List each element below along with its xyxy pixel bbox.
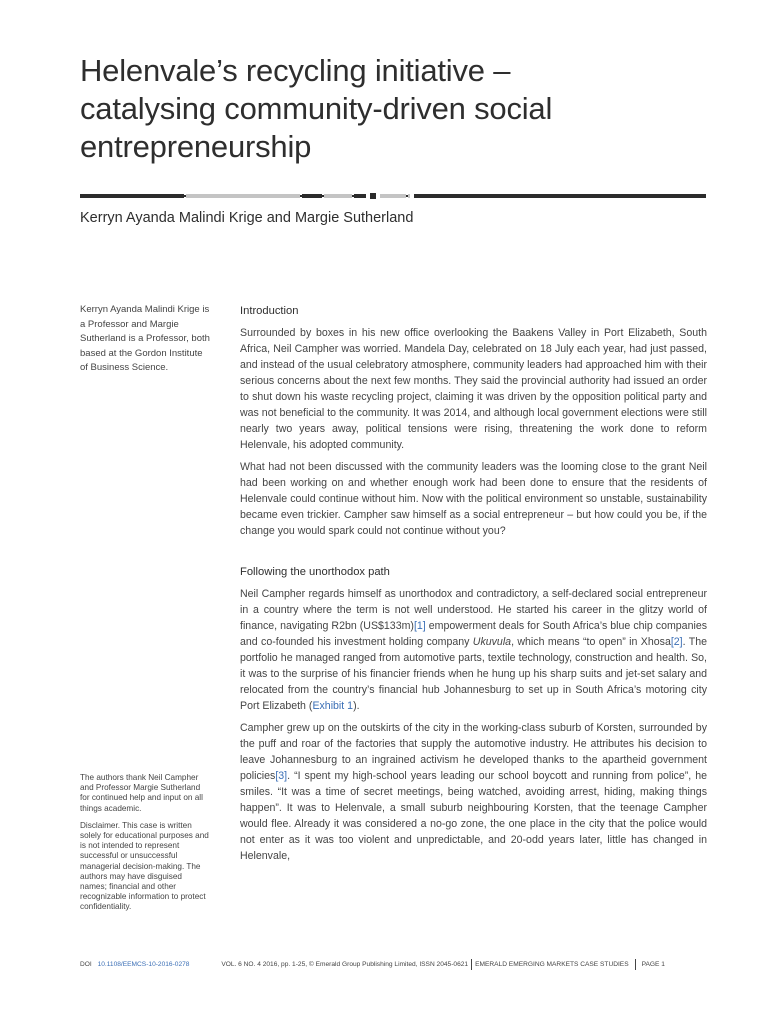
sidenotes bbox=[80, 773, 210, 920]
paragraph: What had not been discussed with the community leaders was the looming close to the grant Neil had been working on and whether enough work had been done to ensure that the residents of Helenvale could continue without him. Now with the political environment so unstable, sustainability became even trickier. Campher saw himself as a social entrepreneur – but how could you be, if the change you would spark could not continue without you? bbox=[240, 461, 707, 537]
exhibit-link[interactable]: Exhibit 1 bbox=[312, 700, 354, 712]
footer-separator bbox=[635, 959, 636, 970]
page-number: PAGE 1 bbox=[641, 961, 665, 969]
journal-name: EMERALD EMERGING MARKETS CASE STUDIES bbox=[475, 961, 629, 969]
divider-segment bbox=[324, 194, 352, 198]
title-divider bbox=[80, 192, 706, 200]
divider-segment bbox=[370, 193, 376, 199]
footer-separator bbox=[471, 959, 472, 970]
section-heading-unorthodox-path: Following the unorthodox path bbox=[240, 566, 390, 578]
title-line: catalysing community-driven social bbox=[80, 91, 553, 126]
divider-segment bbox=[380, 194, 406, 198]
footnote-link-1[interactable]: [1] bbox=[413, 620, 426, 632]
paragraph: Neil Campher regards himself as unorthodox and contradictory, a self-declared social entrepreneur in a country where the term is not well understood. He started his career in the glitzy world of finance, navigating R2bn (US$133m)[1] empowerment deals for South Africa’s blue chip companies and co-founded his investment holding company Ukuvula, which means “to open” in Xhosa[2]. The portfolio he managed ranged from automotive parts, textile technology, construction and health. So, it was to the surprise of his financier friends when he hung up his sharp suits and jet-set salary and relocated from the country’s financial hub Johannesburg to set up in South Africa’s motoring city Port Elizabeth (Exhibit 1). bbox=[240, 588, 708, 712]
disclaimer-note: Disclaimer. This case is written solely for educational purposes and is not intended to represent successful or unsuccessful managerial decision-making. The authors may have disguised names; financial and other recognizable information to protect confidentiality. bbox=[80, 820, 209, 912]
divider-segment bbox=[408, 194, 410, 198]
divider-segment bbox=[414, 194, 706, 198]
paragraph: Campher grew up on the outskirts of the city in the working-class suburb of Korsten, surrounded by the puff and roar of the factories that supply the automotive industry. He attributes his decision to leave Johannesburg to an ingrained activism he developed thanks to the apartheid government policies[3]. “I spent my high-school years leading our school boycott and running from police”, he smiles. “It was a time of secret meetings, being watched, avoiding arrest, hiding, making things happen”. It was to Helenvale, a small suburb neighbouring Korsten, that the teenage Campher would flee. Already it was considered a no-go zone, the one place in the city that the police would not enter as it was too violent and unpredictable, and 20-odd years later, little has changed in Helenvale, bbox=[240, 722, 707, 862]
acknowledgement-note: The authors thank Neil Campher and Professor Margie Sutherland for continued help and input on all things academic. bbox=[80, 773, 203, 813]
authors: Kerryn Ayanda Malindi Krige and Margie Sutherland bbox=[80, 210, 414, 226]
divider-segment bbox=[354, 194, 366, 198]
citation: VOL. 6 NO. 4 2016, pp. 1-25, © Emerald Group Publishing Limited, ISSN 2045-0621 bbox=[221, 961, 469, 969]
divider-segment bbox=[80, 194, 184, 198]
paragraph: Surrounded by boxes in his new office overlooking the Baakens Valley in Port Elizabeth, South Africa, Neil Campher was worried. Mandela Day, celebrated on 18 July each year, had just passed, and instead of the usual celebratory atmosphere, community leaders had approached him with their serious concerns about the next few months. They said the provincial authority had issued an order to shut down his waste recycling project, claiming it was driven by the opposition political party and was not beneficial to the community. It was 2014, and although local government elections were still nearly two years away, political tensions were rising, threatening the work done to reform Helenvale, his adopted community. bbox=[240, 327, 707, 451]
doi-link[interactable]: 10.1108/EEMCS-10-2016-0278 bbox=[97, 961, 190, 969]
title-line: entrepreneurship bbox=[80, 129, 312, 164]
author-bio: Kerryn Ayanda Malindi Krige is a Professor and Margie Sutherland is a Professor, both based at the Gordon Institute of Business Science. bbox=[80, 304, 210, 374]
article-title bbox=[80, 52, 700, 166]
footnote-link-2[interactable]: [2] bbox=[670, 636, 683, 648]
section-heading-introduction: Introduction bbox=[240, 305, 299, 317]
page-footer bbox=[80, 959, 708, 970]
divider-segment bbox=[186, 194, 300, 198]
doi-label: DOI bbox=[80, 961, 92, 969]
article-body bbox=[240, 304, 707, 870]
divider-segment bbox=[302, 194, 322, 198]
title-line: Helenvale’s recycling initiative – bbox=[80, 53, 511, 88]
footnote-link-3[interactable]: [3] bbox=[275, 770, 288, 782]
